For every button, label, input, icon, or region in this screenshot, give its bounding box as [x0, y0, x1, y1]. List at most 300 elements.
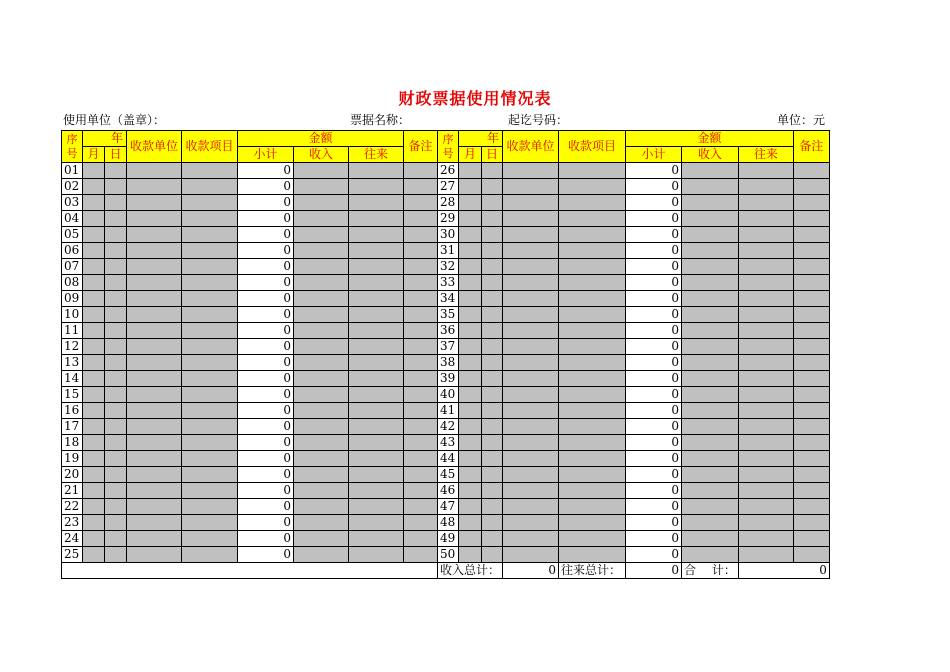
payer-cell[interactable]: [503, 179, 559, 195]
remark-cell[interactable]: [793, 179, 829, 195]
remark-cell[interactable]: [793, 355, 829, 371]
item-cell[interactable]: [182, 179, 238, 195]
payer-cell[interactable]: [503, 275, 559, 291]
payer-cell[interactable]: [503, 403, 559, 419]
day-cell[interactable]: [105, 179, 127, 195]
income-cell[interactable]: [294, 227, 349, 243]
remark-cell[interactable]: [404, 435, 438, 451]
remark-cell[interactable]: [793, 339, 829, 355]
day-cell[interactable]: [105, 163, 127, 179]
income-cell[interactable]: [682, 403, 739, 419]
item-cell[interactable]: [559, 275, 626, 291]
day-cell[interactable]: [105, 467, 127, 483]
income-cell[interactable]: [294, 403, 349, 419]
month-cell[interactable]: [83, 515, 105, 531]
remark-cell[interactable]: [793, 211, 829, 227]
item-cell[interactable]: [182, 323, 238, 339]
payer-cell[interactable]: [127, 307, 182, 323]
month-cell[interactable]: [83, 339, 105, 355]
remark-cell[interactable]: [793, 467, 829, 483]
transfer-cell[interactable]: [349, 467, 404, 483]
month-cell[interactable]: [83, 547, 105, 563]
item-cell[interactable]: [559, 515, 626, 531]
income-cell[interactable]: [294, 307, 349, 323]
income-cell[interactable]: [682, 323, 739, 339]
day-cell[interactable]: [482, 163, 503, 179]
month-cell[interactable]: [459, 179, 482, 195]
payer-cell[interactable]: [127, 467, 182, 483]
day-cell[interactable]: [482, 291, 503, 307]
transfer-cell[interactable]: [349, 531, 404, 547]
item-cell[interactable]: [559, 211, 626, 227]
income-cell[interactable]: [682, 387, 739, 403]
income-cell[interactable]: [682, 451, 739, 467]
item-cell[interactable]: [182, 195, 238, 211]
day-cell[interactable]: [105, 499, 127, 515]
transfer-cell[interactable]: [738, 499, 793, 515]
transfer-cell[interactable]: [349, 211, 404, 227]
day-cell[interactable]: [105, 435, 127, 451]
remark-cell[interactable]: [793, 163, 829, 179]
payer-cell[interactable]: [503, 547, 559, 563]
transfer-cell[interactable]: [738, 275, 793, 291]
transfer-cell[interactable]: [349, 179, 404, 195]
month-cell[interactable]: [83, 467, 105, 483]
transfer-cell[interactable]: [738, 419, 793, 435]
income-cell[interactable]: [682, 467, 739, 483]
day-cell[interactable]: [105, 531, 127, 547]
remark-cell[interactable]: [404, 371, 438, 387]
transfer-cell[interactable]: [349, 451, 404, 467]
month-cell[interactable]: [83, 531, 105, 547]
remark-cell[interactable]: [404, 179, 438, 195]
month-cell[interactable]: [83, 435, 105, 451]
transfer-cell[interactable]: [349, 323, 404, 339]
month-cell[interactable]: [83, 419, 105, 435]
income-cell[interactable]: [682, 179, 739, 195]
payer-cell[interactable]: [127, 515, 182, 531]
transfer-cell[interactable]: [738, 403, 793, 419]
payer-cell[interactable]: [127, 179, 182, 195]
item-cell[interactable]: [559, 483, 626, 499]
day-cell[interactable]: [482, 419, 503, 435]
transfer-cell[interactable]: [738, 307, 793, 323]
day-cell[interactable]: [105, 259, 127, 275]
transfer-cell[interactable]: [738, 531, 793, 547]
day-cell[interactable]: [105, 403, 127, 419]
remark-cell[interactable]: [404, 259, 438, 275]
month-cell[interactable]: [83, 499, 105, 515]
transfer-cell[interactable]: [349, 515, 404, 531]
transfer-cell[interactable]: [738, 195, 793, 211]
day-cell[interactable]: [105, 275, 127, 291]
item-cell[interactable]: [182, 291, 238, 307]
payer-cell[interactable]: [127, 547, 182, 563]
payer-cell[interactable]: [127, 291, 182, 307]
income-cell[interactable]: [294, 291, 349, 307]
month-cell[interactable]: [459, 515, 482, 531]
transfer-cell[interactable]: [349, 403, 404, 419]
month-cell[interactable]: [459, 483, 482, 499]
payer-cell[interactable]: [127, 371, 182, 387]
month-cell[interactable]: [459, 387, 482, 403]
remark-cell[interactable]: [404, 163, 438, 179]
remark-cell[interactable]: [793, 403, 829, 419]
remark-cell[interactable]: [793, 515, 829, 531]
day-cell[interactable]: [482, 227, 503, 243]
month-cell[interactable]: [459, 163, 482, 179]
transfer-cell[interactable]: [349, 547, 404, 563]
transfer-cell[interactable]: [349, 371, 404, 387]
item-cell[interactable]: [182, 451, 238, 467]
transfer-cell[interactable]: [738, 387, 793, 403]
income-cell[interactable]: [682, 307, 739, 323]
item-cell[interactable]: [559, 339, 626, 355]
payer-cell[interactable]: [503, 499, 559, 515]
day-cell[interactable]: [482, 435, 503, 451]
month-cell[interactable]: [83, 243, 105, 259]
income-cell[interactable]: [682, 243, 739, 259]
item-cell[interactable]: [559, 323, 626, 339]
day-cell[interactable]: [482, 339, 503, 355]
payer-cell[interactable]: [127, 483, 182, 499]
transfer-cell[interactable]: [738, 227, 793, 243]
day-cell[interactable]: [482, 467, 503, 483]
income-cell[interactable]: [294, 451, 349, 467]
day-cell[interactable]: [482, 371, 503, 387]
remark-cell[interactable]: [793, 243, 829, 259]
item-cell[interactable]: [182, 307, 238, 323]
payer-cell[interactable]: [503, 339, 559, 355]
month-cell[interactable]: [459, 291, 482, 307]
day-cell[interactable]: [105, 515, 127, 531]
item-cell[interactable]: [559, 547, 626, 563]
payer-cell[interactable]: [127, 323, 182, 339]
item-cell[interactable]: [182, 435, 238, 451]
month-cell[interactable]: [459, 419, 482, 435]
month-cell[interactable]: [83, 259, 105, 275]
item-cell[interactable]: [559, 227, 626, 243]
item-cell[interactable]: [182, 243, 238, 259]
month-cell[interactable]: [459, 259, 482, 275]
item-cell[interactable]: [559, 291, 626, 307]
remark-cell[interactable]: [793, 499, 829, 515]
day-cell[interactable]: [482, 355, 503, 371]
payer-cell[interactable]: [503, 259, 559, 275]
remark-cell[interactable]: [404, 211, 438, 227]
day-cell[interactable]: [105, 211, 127, 227]
income-cell[interactable]: [682, 291, 739, 307]
item-cell[interactable]: [182, 515, 238, 531]
transfer-cell[interactable]: [738, 451, 793, 467]
item-cell[interactable]: [559, 195, 626, 211]
transfer-cell[interactable]: [349, 499, 404, 515]
income-cell[interactable]: [682, 355, 739, 371]
transfer-cell[interactable]: [738, 339, 793, 355]
payer-cell[interactable]: [127, 419, 182, 435]
month-cell[interactable]: [83, 211, 105, 227]
income-cell[interactable]: [294, 355, 349, 371]
transfer-cell[interactable]: [738, 435, 793, 451]
income-cell[interactable]: [682, 259, 739, 275]
remark-cell[interactable]: [404, 451, 438, 467]
income-cell[interactable]: [682, 435, 739, 451]
month-cell[interactable]: [83, 387, 105, 403]
payer-cell[interactable]: [127, 355, 182, 371]
item-cell[interactable]: [559, 179, 626, 195]
day-cell[interactable]: [105, 291, 127, 307]
transfer-cell[interactable]: [738, 515, 793, 531]
income-cell[interactable]: [682, 547, 739, 563]
income-cell[interactable]: [682, 195, 739, 211]
month-cell[interactable]: [83, 355, 105, 371]
income-cell[interactable]: [294, 483, 349, 499]
remark-cell[interactable]: [404, 307, 438, 323]
remark-cell[interactable]: [404, 195, 438, 211]
transfer-cell[interactable]: [738, 355, 793, 371]
payer-cell[interactable]: [503, 211, 559, 227]
day-cell[interactable]: [482, 323, 503, 339]
payer-cell[interactable]: [503, 323, 559, 339]
item-cell[interactable]: [559, 371, 626, 387]
item-cell[interactable]: [559, 163, 626, 179]
payer-cell[interactable]: [503, 163, 559, 179]
payer-cell[interactable]: [127, 163, 182, 179]
remark-cell[interactable]: [404, 403, 438, 419]
income-cell[interactable]: [294, 275, 349, 291]
day-cell[interactable]: [482, 403, 503, 419]
transfer-cell[interactable]: [738, 243, 793, 259]
month-cell[interactable]: [83, 403, 105, 419]
month-cell[interactable]: [459, 243, 482, 259]
item-cell[interactable]: [559, 307, 626, 323]
item-cell[interactable]: [559, 243, 626, 259]
transfer-cell[interactable]: [349, 195, 404, 211]
month-cell[interactable]: [459, 227, 482, 243]
payer-cell[interactable]: [503, 243, 559, 259]
day-cell[interactable]: [482, 243, 503, 259]
month-cell[interactable]: [83, 483, 105, 499]
remark-cell[interactable]: [404, 483, 438, 499]
transfer-cell[interactable]: [349, 387, 404, 403]
month-cell[interactable]: [83, 275, 105, 291]
item-cell[interactable]: [182, 387, 238, 403]
payer-cell[interactable]: [127, 531, 182, 547]
remark-cell[interactable]: [793, 371, 829, 387]
day-cell[interactable]: [482, 211, 503, 227]
remark-cell[interactable]: [404, 547, 438, 563]
day-cell[interactable]: [105, 339, 127, 355]
income-cell[interactable]: [294, 163, 349, 179]
transfer-cell[interactable]: [349, 307, 404, 323]
month-cell[interactable]: [83, 195, 105, 211]
remark-cell[interactable]: [793, 435, 829, 451]
item-cell[interactable]: [182, 355, 238, 371]
month-cell[interactable]: [459, 467, 482, 483]
remark-cell[interactable]: [793, 531, 829, 547]
remark-cell[interactable]: [404, 227, 438, 243]
item-cell[interactable]: [559, 435, 626, 451]
day-cell[interactable]: [482, 387, 503, 403]
income-cell[interactable]: [294, 499, 349, 515]
day-cell[interactable]: [482, 515, 503, 531]
transfer-cell[interactable]: [738, 259, 793, 275]
income-cell[interactable]: [682, 515, 739, 531]
payer-cell[interactable]: [127, 243, 182, 259]
remark-cell[interactable]: [793, 227, 829, 243]
remark-cell[interactable]: [793, 275, 829, 291]
day-cell[interactable]: [105, 483, 127, 499]
remark-cell[interactable]: [404, 323, 438, 339]
day-cell[interactable]: [105, 243, 127, 259]
day-cell[interactable]: [105, 419, 127, 435]
month-cell[interactable]: [459, 275, 482, 291]
payer-cell[interactable]: [503, 371, 559, 387]
remark-cell[interactable]: [793, 259, 829, 275]
item-cell[interactable]: [559, 499, 626, 515]
remark-cell[interactable]: [793, 323, 829, 339]
payer-cell[interactable]: [127, 211, 182, 227]
remark-cell[interactable]: [404, 419, 438, 435]
income-cell[interactable]: [294, 211, 349, 227]
income-cell[interactable]: [682, 499, 739, 515]
item-cell[interactable]: [559, 355, 626, 371]
payer-cell[interactable]: [127, 499, 182, 515]
month-cell[interactable]: [459, 499, 482, 515]
month-cell[interactable]: [83, 163, 105, 179]
transfer-cell[interactable]: [738, 467, 793, 483]
month-cell[interactable]: [459, 355, 482, 371]
month-cell[interactable]: [83, 371, 105, 387]
transfer-cell[interactable]: [349, 419, 404, 435]
remark-cell[interactable]: [793, 291, 829, 307]
transfer-cell[interactable]: [349, 339, 404, 355]
income-cell[interactable]: [682, 339, 739, 355]
income-cell[interactable]: [682, 419, 739, 435]
day-cell[interactable]: [482, 195, 503, 211]
remark-cell[interactable]: [793, 195, 829, 211]
remark-cell[interactable]: [793, 483, 829, 499]
month-cell[interactable]: [83, 307, 105, 323]
income-cell[interactable]: [294, 179, 349, 195]
month-cell[interactable]: [459, 451, 482, 467]
item-cell[interactable]: [182, 211, 238, 227]
income-cell[interactable]: [294, 195, 349, 211]
item-cell[interactable]: [182, 531, 238, 547]
day-cell[interactable]: [105, 195, 127, 211]
month-cell[interactable]: [459, 339, 482, 355]
remark-cell[interactable]: [404, 499, 438, 515]
transfer-cell[interactable]: [738, 211, 793, 227]
item-cell[interactable]: [559, 259, 626, 275]
transfer-cell[interactable]: [349, 291, 404, 307]
payer-cell[interactable]: [503, 451, 559, 467]
income-cell[interactable]: [682, 163, 739, 179]
remark-cell[interactable]: [404, 515, 438, 531]
payer-cell[interactable]: [127, 387, 182, 403]
payer-cell[interactable]: [127, 339, 182, 355]
transfer-cell[interactable]: [349, 163, 404, 179]
remark-cell[interactable]: [404, 243, 438, 259]
day-cell[interactable]: [105, 451, 127, 467]
transfer-cell[interactable]: [349, 275, 404, 291]
transfer-cell[interactable]: [738, 483, 793, 499]
month-cell[interactable]: [459, 323, 482, 339]
item-cell[interactable]: [182, 275, 238, 291]
month-cell[interactable]: [459, 195, 482, 211]
item-cell[interactable]: [182, 483, 238, 499]
month-cell[interactable]: [83, 227, 105, 243]
day-cell[interactable]: [482, 531, 503, 547]
transfer-cell[interactable]: [349, 259, 404, 275]
item-cell[interactable]: [559, 403, 626, 419]
income-cell[interactable]: [294, 323, 349, 339]
income-cell[interactable]: [294, 259, 349, 275]
transfer-cell[interactable]: [349, 483, 404, 499]
payer-cell[interactable]: [503, 355, 559, 371]
income-cell[interactable]: [294, 419, 349, 435]
transfer-cell[interactable]: [738, 179, 793, 195]
item-cell[interactable]: [559, 419, 626, 435]
income-cell[interactable]: [294, 515, 349, 531]
remark-cell[interactable]: [793, 387, 829, 403]
income-cell[interactable]: [294, 467, 349, 483]
payer-cell[interactable]: [127, 435, 182, 451]
income-cell[interactable]: [294, 531, 349, 547]
month-cell[interactable]: [459, 435, 482, 451]
payer-cell[interactable]: [127, 275, 182, 291]
day-cell[interactable]: [105, 307, 127, 323]
payer-cell[interactable]: [503, 227, 559, 243]
income-cell[interactable]: [294, 547, 349, 563]
income-cell[interactable]: [682, 211, 739, 227]
income-cell[interactable]: [682, 371, 739, 387]
item-cell[interactable]: [182, 403, 238, 419]
remark-cell[interactable]: [793, 547, 829, 563]
month-cell[interactable]: [459, 211, 482, 227]
payer-cell[interactable]: [127, 451, 182, 467]
payer-cell[interactable]: [503, 307, 559, 323]
month-cell[interactable]: [459, 371, 482, 387]
item-cell[interactable]: [182, 371, 238, 387]
item-cell[interactable]: [182, 547, 238, 563]
income-cell[interactable]: [682, 531, 739, 547]
payer-cell[interactable]: [503, 483, 559, 499]
remark-cell[interactable]: [404, 339, 438, 355]
item-cell[interactable]: [182, 259, 238, 275]
day-cell[interactable]: [105, 547, 127, 563]
day-cell[interactable]: [482, 483, 503, 499]
month-cell[interactable]: [459, 403, 482, 419]
transfer-cell[interactable]: [349, 227, 404, 243]
day-cell[interactable]: [105, 323, 127, 339]
item-cell[interactable]: [182, 467, 238, 483]
item-cell[interactable]: [559, 387, 626, 403]
day-cell[interactable]: [482, 547, 503, 563]
month-cell[interactable]: [83, 451, 105, 467]
transfer-cell[interactable]: [738, 547, 793, 563]
month-cell[interactable]: [83, 179, 105, 195]
income-cell[interactable]: [294, 371, 349, 387]
payer-cell[interactable]: [127, 259, 182, 275]
remark-cell[interactable]: [404, 387, 438, 403]
day-cell[interactable]: [105, 227, 127, 243]
remark-cell[interactable]: [404, 355, 438, 371]
day-cell[interactable]: [482, 275, 503, 291]
day-cell[interactable]: [482, 259, 503, 275]
item-cell[interactable]: [182, 339, 238, 355]
remark-cell[interactable]: [404, 467, 438, 483]
